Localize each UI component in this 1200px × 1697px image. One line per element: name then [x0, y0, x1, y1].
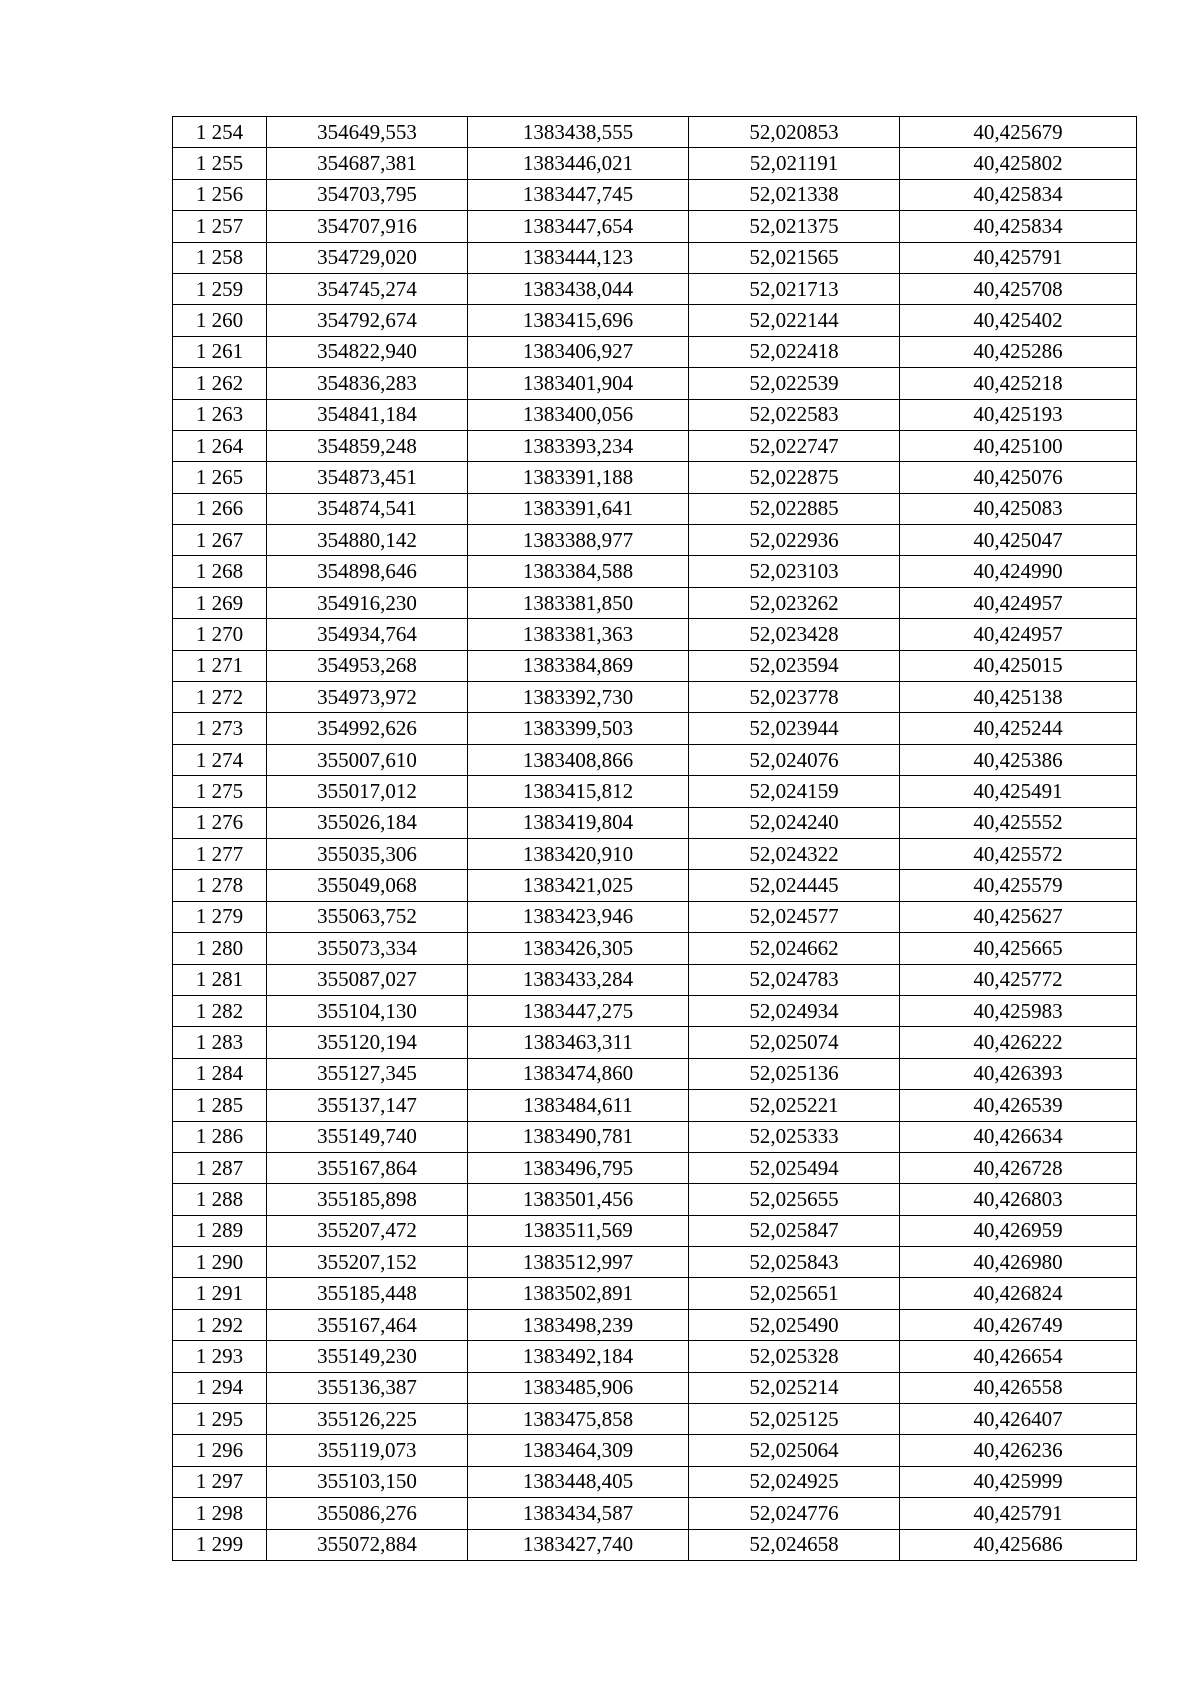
longitude-cell: 40,425083 — [900, 493, 1137, 524]
latitude-cell: 52,022144 — [689, 305, 900, 336]
latitude-cell: 52,024076 — [689, 744, 900, 775]
x-coordinate-cell: 355120,194 — [267, 1027, 468, 1058]
x-coordinate-cell: 355207,472 — [267, 1215, 468, 1246]
longitude-cell: 40,425286 — [900, 336, 1137, 367]
x-coordinate-cell: 355137,147 — [267, 1090, 468, 1121]
y-coordinate-cell: 1383511,569 — [468, 1215, 689, 1246]
x-coordinate-cell: 355086,276 — [267, 1498, 468, 1529]
x-coordinate-cell: 355063,752 — [267, 901, 468, 932]
latitude-cell: 52,021565 — [689, 242, 900, 273]
x-coordinate-cell: 355103,150 — [267, 1466, 468, 1497]
y-coordinate-cell: 1383420,910 — [468, 838, 689, 869]
x-coordinate-cell: 355149,230 — [267, 1341, 468, 1372]
x-coordinate-cell: 355072,884 — [267, 1529, 468, 1560]
y-coordinate-cell: 1383384,869 — [468, 650, 689, 681]
latitude-cell: 52,022539 — [689, 368, 900, 399]
point-number-cell: 1 299 — [173, 1529, 267, 1560]
latitude-cell: 52,025125 — [689, 1404, 900, 1435]
table-row — [173, 1372, 1137, 1403]
table-row — [173, 1027, 1137, 1058]
latitude-cell: 52,022885 — [689, 493, 900, 524]
longitude-cell: 40,426407 — [900, 1404, 1137, 1435]
y-coordinate-cell: 1383447,275 — [468, 995, 689, 1026]
y-coordinate-cell: 1383399,503 — [468, 713, 689, 744]
table-row — [173, 1090, 1137, 1121]
y-coordinate-cell: 1383419,804 — [468, 807, 689, 838]
x-coordinate-cell: 354859,248 — [267, 430, 468, 461]
point-number-cell: 1 283 — [173, 1027, 267, 1058]
table-row — [173, 242, 1137, 273]
latitude-cell: 52,025214 — [689, 1372, 900, 1403]
latitude-cell: 52,023594 — [689, 650, 900, 681]
y-coordinate-cell: 1383391,641 — [468, 493, 689, 524]
longitude-cell: 40,425834 — [900, 179, 1137, 210]
x-coordinate-cell: 354729,020 — [267, 242, 468, 273]
latitude-cell: 52,024783 — [689, 964, 900, 995]
latitude-cell: 52,022583 — [689, 399, 900, 430]
table-row — [173, 587, 1137, 618]
x-coordinate-cell: 355035,306 — [267, 838, 468, 869]
y-coordinate-cell: 1383474,860 — [468, 1058, 689, 1089]
y-coordinate-cell: 1383406,927 — [468, 336, 689, 367]
table-row — [173, 462, 1137, 493]
coordinates-table — [172, 116, 1137, 1561]
latitude-cell: 52,024159 — [689, 776, 900, 807]
table-row — [173, 399, 1137, 430]
point-number-cell: 1 264 — [173, 430, 267, 461]
longitude-cell: 40,425579 — [900, 870, 1137, 901]
table-row — [173, 1278, 1137, 1309]
table-row — [173, 838, 1137, 869]
x-coordinate-cell: 355126,225 — [267, 1404, 468, 1435]
longitude-cell: 40,426539 — [900, 1090, 1137, 1121]
longitude-cell: 40,425386 — [900, 744, 1137, 775]
table-row — [173, 1498, 1137, 1529]
longitude-cell: 40,425791 — [900, 242, 1137, 273]
y-coordinate-cell: 1383485,906 — [468, 1372, 689, 1403]
table-row — [173, 493, 1137, 524]
point-number-cell: 1 272 — [173, 682, 267, 713]
y-coordinate-cell: 1383421,025 — [468, 870, 689, 901]
y-coordinate-cell: 1383475,858 — [468, 1404, 689, 1435]
x-coordinate-cell: 354916,230 — [267, 587, 468, 618]
latitude-cell: 52,025651 — [689, 1278, 900, 1309]
table-row — [173, 211, 1137, 242]
point-number-cell: 1 258 — [173, 242, 267, 273]
longitude-cell: 40,426728 — [900, 1152, 1137, 1183]
point-number-cell: 1 276 — [173, 807, 267, 838]
x-coordinate-cell: 354703,795 — [267, 179, 468, 210]
latitude-cell: 52,024925 — [689, 1466, 900, 1497]
x-coordinate-cell: 355026,184 — [267, 807, 468, 838]
x-coordinate-cell: 355127,345 — [267, 1058, 468, 1089]
x-coordinate-cell: 354992,626 — [267, 713, 468, 744]
longitude-cell: 40,426824 — [900, 1278, 1137, 1309]
x-coordinate-cell: 354822,940 — [267, 336, 468, 367]
latitude-cell: 52,024658 — [689, 1529, 900, 1560]
y-coordinate-cell: 1383447,654 — [468, 211, 689, 242]
x-coordinate-cell: 355073,334 — [267, 933, 468, 964]
latitude-cell: 52,025333 — [689, 1121, 900, 1152]
y-coordinate-cell: 1383423,946 — [468, 901, 689, 932]
x-coordinate-cell: 354707,916 — [267, 211, 468, 242]
point-number-cell: 1 259 — [173, 273, 267, 304]
y-coordinate-cell: 1383381,363 — [468, 619, 689, 650]
x-coordinate-cell: 355017,012 — [267, 776, 468, 807]
longitude-cell: 40,426803 — [900, 1184, 1137, 1215]
longitude-cell: 40,425193 — [900, 399, 1137, 430]
table-row — [173, 1466, 1137, 1497]
latitude-cell: 52,023944 — [689, 713, 900, 744]
point-number-cell: 1 289 — [173, 1215, 267, 1246]
table-row — [173, 148, 1137, 179]
y-coordinate-cell: 1383388,977 — [468, 525, 689, 556]
x-coordinate-cell: 355087,027 — [267, 964, 468, 995]
point-number-cell: 1 295 — [173, 1404, 267, 1435]
point-number-cell: 1 277 — [173, 838, 267, 869]
x-coordinate-cell: 354687,381 — [267, 148, 468, 179]
point-number-cell: 1 273 — [173, 713, 267, 744]
y-coordinate-cell: 1383484,611 — [468, 1090, 689, 1121]
latitude-cell: 52,022936 — [689, 525, 900, 556]
y-coordinate-cell: 1383433,284 — [468, 964, 689, 995]
longitude-cell: 40,426959 — [900, 1215, 1137, 1246]
y-coordinate-cell: 1383492,184 — [468, 1341, 689, 1372]
table-row — [173, 368, 1137, 399]
longitude-cell: 40,425802 — [900, 148, 1137, 179]
longitude-cell: 40,425686 — [900, 1529, 1137, 1560]
longitude-cell: 40,425834 — [900, 211, 1137, 242]
point-number-cell: 1 282 — [173, 995, 267, 1026]
table-row — [173, 995, 1137, 1026]
point-number-cell: 1 297 — [173, 1466, 267, 1497]
point-number-cell: 1 294 — [173, 1372, 267, 1403]
point-number-cell: 1 275 — [173, 776, 267, 807]
table-row — [173, 525, 1137, 556]
x-coordinate-cell: 354841,184 — [267, 399, 468, 430]
x-coordinate-cell: 354953,268 — [267, 650, 468, 681]
y-coordinate-cell: 1383415,696 — [468, 305, 689, 336]
latitude-cell: 52,024322 — [689, 838, 900, 869]
point-number-cell: 1 256 — [173, 179, 267, 210]
point-number-cell: 1 284 — [173, 1058, 267, 1089]
latitude-cell: 52,024240 — [689, 807, 900, 838]
x-coordinate-cell: 354973,972 — [267, 682, 468, 713]
y-coordinate-cell: 1383400,056 — [468, 399, 689, 430]
table-row — [173, 744, 1137, 775]
point-number-cell: 1 263 — [173, 399, 267, 430]
longitude-cell: 40,426654 — [900, 1341, 1137, 1372]
longitude-cell: 40,425100 — [900, 430, 1137, 461]
y-coordinate-cell: 1383381,850 — [468, 587, 689, 618]
longitude-cell: 40,425402 — [900, 305, 1137, 336]
table-row — [173, 870, 1137, 901]
x-coordinate-cell: 354874,541 — [267, 493, 468, 524]
table-row — [173, 1152, 1137, 1183]
point-number-cell: 1 288 — [173, 1184, 267, 1215]
table-row — [173, 1404, 1137, 1435]
latitude-cell: 52,025064 — [689, 1435, 900, 1466]
y-coordinate-cell: 1383496,795 — [468, 1152, 689, 1183]
point-number-cell: 1 268 — [173, 556, 267, 587]
point-number-cell: 1 266 — [173, 493, 267, 524]
point-number-cell: 1 292 — [173, 1309, 267, 1340]
longitude-cell: 40,426393 — [900, 1058, 1137, 1089]
point-number-cell: 1 262 — [173, 368, 267, 399]
point-number-cell: 1 260 — [173, 305, 267, 336]
y-coordinate-cell: 1383401,904 — [468, 368, 689, 399]
x-coordinate-cell: 354649,553 — [267, 117, 468, 148]
x-coordinate-cell: 355185,898 — [267, 1184, 468, 1215]
longitude-cell: 40,424957 — [900, 587, 1137, 618]
latitude-cell: 52,025074 — [689, 1027, 900, 1058]
latitude-cell: 52,024934 — [689, 995, 900, 1026]
longitude-cell: 40,425983 — [900, 995, 1137, 1026]
longitude-cell: 40,425627 — [900, 901, 1137, 932]
table-row — [173, 682, 1137, 713]
table-row — [173, 179, 1137, 210]
y-coordinate-cell: 1383447,745 — [468, 179, 689, 210]
y-coordinate-cell: 1383438,555 — [468, 117, 689, 148]
point-number-cell: 1 298 — [173, 1498, 267, 1529]
point-number-cell: 1 296 — [173, 1435, 267, 1466]
y-coordinate-cell: 1383434,587 — [468, 1498, 689, 1529]
latitude-cell: 52,024662 — [689, 933, 900, 964]
table-row — [173, 1215, 1137, 1246]
point-number-cell: 1 286 — [173, 1121, 267, 1152]
longitude-cell: 40,425708 — [900, 273, 1137, 304]
latitude-cell: 52,024577 — [689, 901, 900, 932]
longitude-cell: 40,425791 — [900, 1498, 1137, 1529]
y-coordinate-cell: 1383444,123 — [468, 242, 689, 273]
table-row — [173, 1435, 1137, 1466]
x-coordinate-cell: 354792,674 — [267, 305, 468, 336]
point-number-cell: 1 285 — [173, 1090, 267, 1121]
longitude-cell: 40,425665 — [900, 933, 1137, 964]
table-row — [173, 1121, 1137, 1152]
longitude-cell: 40,424990 — [900, 556, 1137, 587]
x-coordinate-cell: 355007,610 — [267, 744, 468, 775]
longitude-cell: 40,426558 — [900, 1372, 1137, 1403]
y-coordinate-cell: 1383415,812 — [468, 776, 689, 807]
x-coordinate-cell: 355104,130 — [267, 995, 468, 1026]
x-coordinate-cell: 355167,864 — [267, 1152, 468, 1183]
latitude-cell: 52,025843 — [689, 1247, 900, 1278]
latitude-cell: 52,025847 — [689, 1215, 900, 1246]
latitude-cell: 52,025655 — [689, 1184, 900, 1215]
point-number-cell: 1 267 — [173, 525, 267, 556]
table-row — [173, 1058, 1137, 1089]
table-row — [173, 713, 1137, 744]
table-row — [173, 807, 1137, 838]
latitude-cell: 52,025490 — [689, 1309, 900, 1340]
x-coordinate-cell: 355185,448 — [267, 1278, 468, 1309]
x-coordinate-cell: 354873,451 — [267, 462, 468, 493]
point-number-cell: 1 278 — [173, 870, 267, 901]
longitude-cell: 40,426236 — [900, 1435, 1137, 1466]
point-number-cell: 1 293 — [173, 1341, 267, 1372]
x-coordinate-cell: 355207,152 — [267, 1247, 468, 1278]
longitude-cell: 40,425047 — [900, 525, 1137, 556]
longitude-cell: 40,426634 — [900, 1121, 1137, 1152]
latitude-cell: 52,023428 — [689, 619, 900, 650]
longitude-cell: 40,425244 — [900, 713, 1137, 744]
x-coordinate-cell: 355167,464 — [267, 1309, 468, 1340]
latitude-cell: 52,021375 — [689, 211, 900, 242]
table-row — [173, 964, 1137, 995]
point-number-cell: 1 281 — [173, 964, 267, 995]
y-coordinate-cell: 1383427,740 — [468, 1529, 689, 1560]
table-row — [173, 556, 1137, 587]
latitude-cell: 52,025494 — [689, 1152, 900, 1183]
table-row — [173, 1529, 1137, 1560]
longitude-cell: 40,425218 — [900, 368, 1137, 399]
longitude-cell: 40,425491 — [900, 776, 1137, 807]
table-row — [173, 305, 1137, 336]
table-row — [173, 901, 1137, 932]
y-coordinate-cell: 1383393,234 — [468, 430, 689, 461]
table-row — [173, 1309, 1137, 1340]
latitude-cell: 52,023103 — [689, 556, 900, 587]
x-coordinate-cell: 355119,073 — [267, 1435, 468, 1466]
point-number-cell: 1 265 — [173, 462, 267, 493]
latitude-cell: 52,023262 — [689, 587, 900, 618]
y-coordinate-cell: 1383408,866 — [468, 744, 689, 775]
y-coordinate-cell: 1383384,588 — [468, 556, 689, 587]
point-number-cell: 1 269 — [173, 587, 267, 618]
longitude-cell: 40,425552 — [900, 807, 1137, 838]
point-number-cell: 1 255 — [173, 148, 267, 179]
y-coordinate-cell: 1383448,405 — [468, 1466, 689, 1497]
latitude-cell: 52,025221 — [689, 1090, 900, 1121]
latitude-cell: 52,023778 — [689, 682, 900, 713]
longitude-cell: 40,424957 — [900, 619, 1137, 650]
y-coordinate-cell: 1383426,305 — [468, 933, 689, 964]
y-coordinate-cell: 1383438,044 — [468, 273, 689, 304]
y-coordinate-cell: 1383464,309 — [468, 1435, 689, 1466]
point-number-cell: 1 270 — [173, 619, 267, 650]
point-number-cell: 1 261 — [173, 336, 267, 367]
point-number-cell: 1 280 — [173, 933, 267, 964]
latitude-cell: 52,024445 — [689, 870, 900, 901]
longitude-cell: 40,425679 — [900, 117, 1137, 148]
table-row — [173, 273, 1137, 304]
point-number-cell: 1 291 — [173, 1278, 267, 1309]
point-number-cell: 1 274 — [173, 744, 267, 775]
x-coordinate-cell: 354934,764 — [267, 619, 468, 650]
y-coordinate-cell: 1383512,997 — [468, 1247, 689, 1278]
longitude-cell: 40,425076 — [900, 462, 1137, 493]
latitude-cell: 52,022747 — [689, 430, 900, 461]
x-coordinate-cell: 354836,283 — [267, 368, 468, 399]
table-row — [173, 430, 1137, 461]
table-row — [173, 1247, 1137, 1278]
latitude-cell: 52,021713 — [689, 273, 900, 304]
x-coordinate-cell: 354880,142 — [267, 525, 468, 556]
latitude-cell: 52,025328 — [689, 1341, 900, 1372]
point-number-cell: 1 271 — [173, 650, 267, 681]
coordinates-table-body — [173, 117, 1137, 1561]
point-number-cell: 1 254 — [173, 117, 267, 148]
x-coordinate-cell: 354745,274 — [267, 273, 468, 304]
table-row — [173, 1184, 1137, 1215]
longitude-cell: 40,425772 — [900, 964, 1137, 995]
x-coordinate-cell: 354898,646 — [267, 556, 468, 587]
x-coordinate-cell: 355149,740 — [267, 1121, 468, 1152]
table-row — [173, 776, 1137, 807]
table-row — [173, 117, 1137, 148]
longitude-cell: 40,425138 — [900, 682, 1137, 713]
y-coordinate-cell: 1383446,021 — [468, 148, 689, 179]
point-number-cell: 1 279 — [173, 901, 267, 932]
table-row — [173, 619, 1137, 650]
latitude-cell: 52,024776 — [689, 1498, 900, 1529]
latitude-cell: 52,022418 — [689, 336, 900, 367]
latitude-cell: 52,025136 — [689, 1058, 900, 1089]
y-coordinate-cell: 1383498,239 — [468, 1309, 689, 1340]
y-coordinate-cell: 1383391,188 — [468, 462, 689, 493]
longitude-cell: 40,426749 — [900, 1309, 1137, 1340]
y-coordinate-cell: 1383463,311 — [468, 1027, 689, 1058]
longitude-cell: 40,425999 — [900, 1466, 1137, 1497]
table-row — [173, 650, 1137, 681]
point-number-cell: 1 287 — [173, 1152, 267, 1183]
longitude-cell: 40,426222 — [900, 1027, 1137, 1058]
latitude-cell: 52,021191 — [689, 148, 900, 179]
x-coordinate-cell: 355136,387 — [267, 1372, 468, 1403]
longitude-cell: 40,426980 — [900, 1247, 1137, 1278]
table-row — [173, 1341, 1137, 1372]
latitude-cell: 52,021338 — [689, 179, 900, 210]
latitude-cell: 52,020853 — [689, 117, 900, 148]
y-coordinate-cell: 1383502,891 — [468, 1278, 689, 1309]
table-row — [173, 336, 1137, 367]
latitude-cell: 52,022875 — [689, 462, 900, 493]
table-row — [173, 933, 1137, 964]
y-coordinate-cell: 1383490,781 — [468, 1121, 689, 1152]
x-coordinate-cell: 355049,068 — [267, 870, 468, 901]
longitude-cell: 40,425015 — [900, 650, 1137, 681]
y-coordinate-cell: 1383392,730 — [468, 682, 689, 713]
point-number-cell: 1 290 — [173, 1247, 267, 1278]
y-coordinate-cell: 1383501,456 — [468, 1184, 689, 1215]
point-number-cell: 1 257 — [173, 211, 267, 242]
longitude-cell: 40,425572 — [900, 838, 1137, 869]
